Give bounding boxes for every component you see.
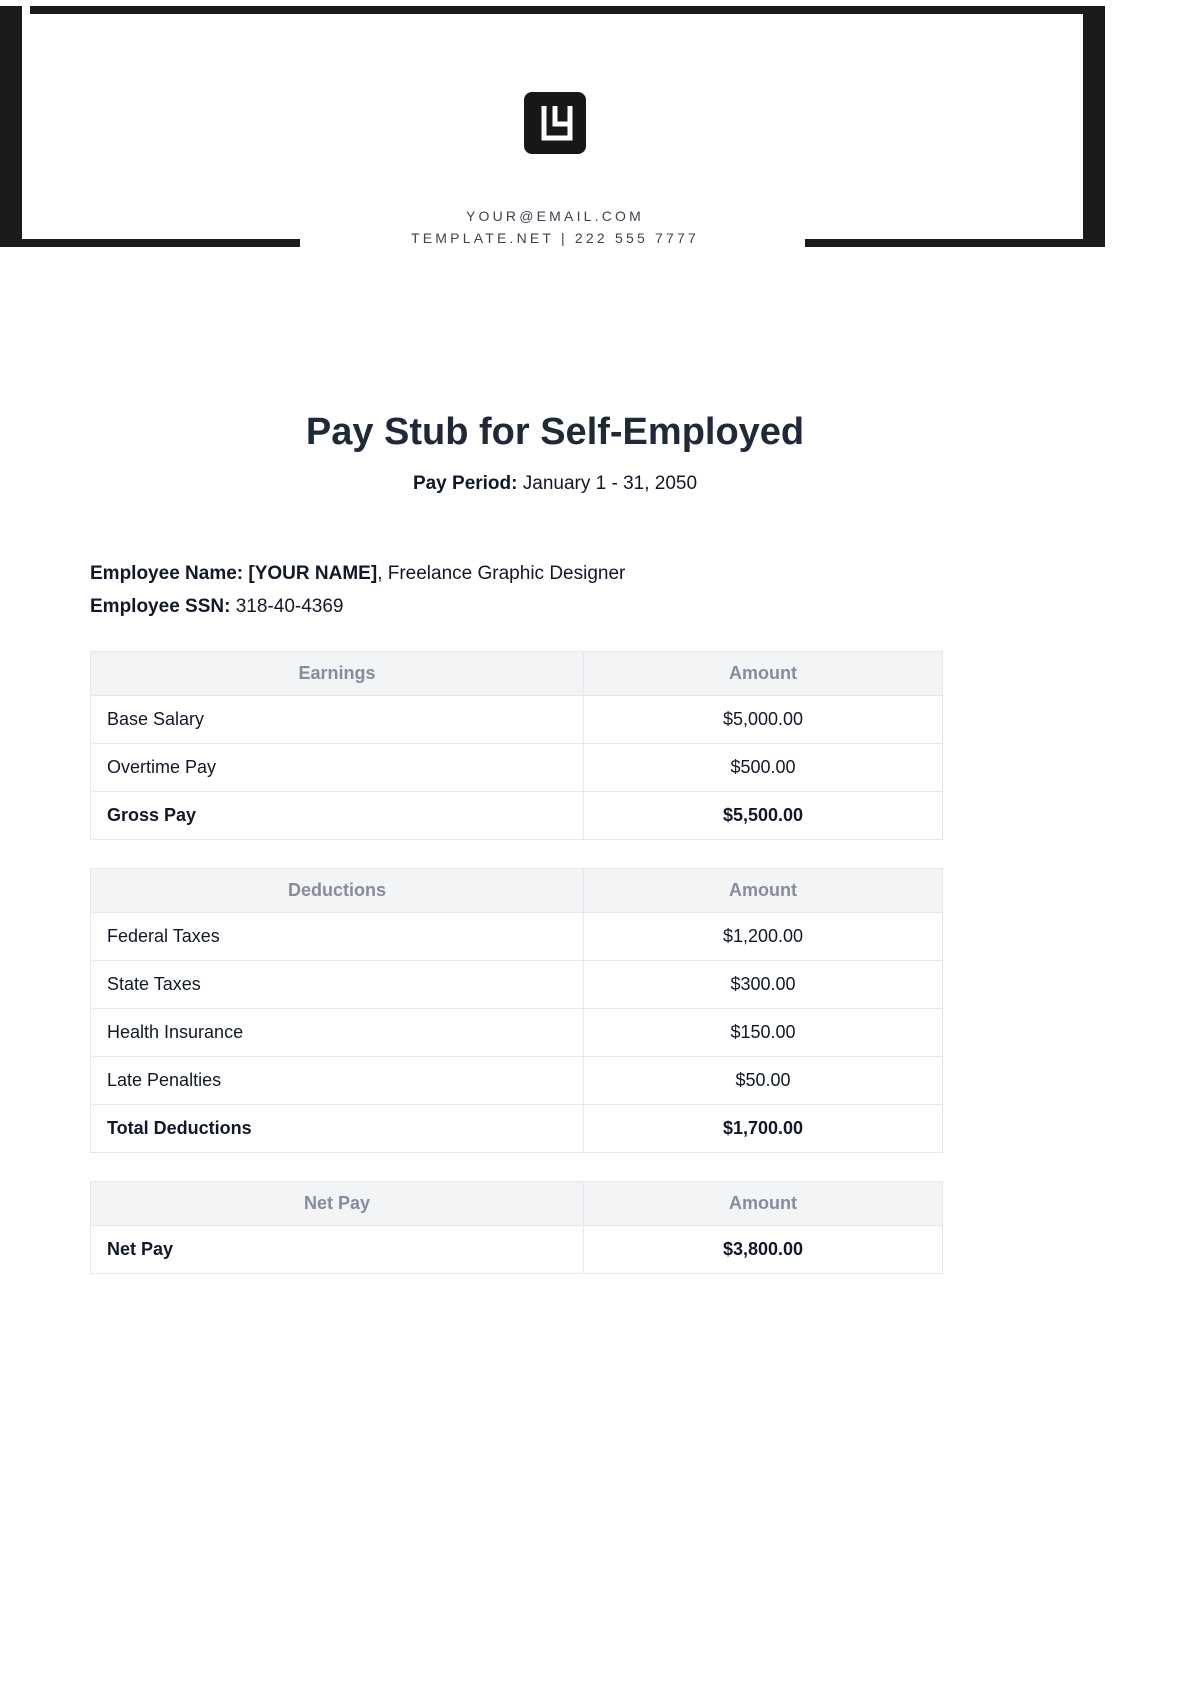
page-title: Pay Stub for Self-Employed xyxy=(305,411,805,453)
row-amount-cell: $150.00 xyxy=(584,1008,943,1056)
table-row xyxy=(91,960,943,1008)
table-header-row xyxy=(91,651,943,695)
pay-period-line xyxy=(0,473,1110,495)
table-header-row xyxy=(91,1181,943,1225)
row-label-cell: Total Deductions xyxy=(91,1104,584,1152)
table-row xyxy=(91,695,943,743)
row-label-cell: Net Pay xyxy=(91,1225,584,1273)
employee-ssn-line xyxy=(90,590,1200,623)
row-amount-cell: $1,200.00 xyxy=(584,912,943,960)
row-label-cell: Health Insurance xyxy=(91,1008,584,1056)
table-header-row xyxy=(91,868,943,912)
table-row xyxy=(91,1008,943,1056)
gross-pay-row xyxy=(91,791,943,839)
row-amount-cell: $1,700.00 xyxy=(584,1104,943,1152)
row-label-cell: Base Salary xyxy=(91,695,584,743)
row-label-cell: State Taxes xyxy=(91,960,584,1008)
letterhead-top-bar xyxy=(30,6,1105,14)
contact-email: YOUR@EMAIL.COM xyxy=(465,208,645,224)
amount-column-header: Amount xyxy=(584,868,943,912)
employee-name-label: Employee Name: xyxy=(90,562,244,584)
row-amount-cell: $300.00 xyxy=(584,960,943,1008)
letterhead xyxy=(0,0,1200,250)
amount-column-header: Amount xyxy=(584,651,943,695)
row-amount-cell: $50.00 xyxy=(584,1056,943,1104)
employee-ssn-value: 318-40-4369 xyxy=(235,595,344,617)
row-label-cell: Federal Taxes xyxy=(91,912,584,960)
deductions-column-header: Deductions xyxy=(91,868,584,912)
net-pay-table xyxy=(90,1181,943,1274)
deductions-table xyxy=(90,868,943,1153)
lu-monogram-icon xyxy=(524,92,586,154)
earnings-table xyxy=(90,651,943,840)
net-pay-row xyxy=(91,1225,943,1273)
row-amount-cell: $5,000.00 xyxy=(584,695,943,743)
earnings-column-header: Earnings xyxy=(91,651,584,695)
net-pay-column-header: Net Pay xyxy=(91,1181,584,1225)
pay-period-label: Pay Period: xyxy=(412,472,518,494)
employee-role: , Freelance Graphic Designer xyxy=(377,562,626,584)
contact-site-phone: TEMPLATE.NET | 222 555 7777 xyxy=(411,230,699,246)
total-deductions-row xyxy=(91,1104,943,1152)
row-amount-cell: $500.00 xyxy=(584,743,943,791)
row-amount-cell: $3,800.00 xyxy=(584,1225,943,1273)
table-row xyxy=(91,743,943,791)
row-amount-cell: $5,500.00 xyxy=(584,791,943,839)
employee-name-value: [YOUR NAME] xyxy=(248,562,378,584)
employee-name-line xyxy=(90,557,1200,590)
row-label-cell: Late Penalties xyxy=(91,1056,584,1104)
table-row xyxy=(91,912,943,960)
table-row xyxy=(91,1056,943,1104)
employee-info xyxy=(90,557,1200,623)
amount-column-header: Amount xyxy=(584,1181,943,1225)
pay-period-value: January 1 - 31, 2050 xyxy=(522,472,698,494)
row-label-cell: Overtime Pay xyxy=(91,743,584,791)
employee-ssn-label: Employee SSN: xyxy=(90,595,231,617)
row-label-cell: Gross Pay xyxy=(91,791,584,839)
title-section xyxy=(0,410,1110,495)
